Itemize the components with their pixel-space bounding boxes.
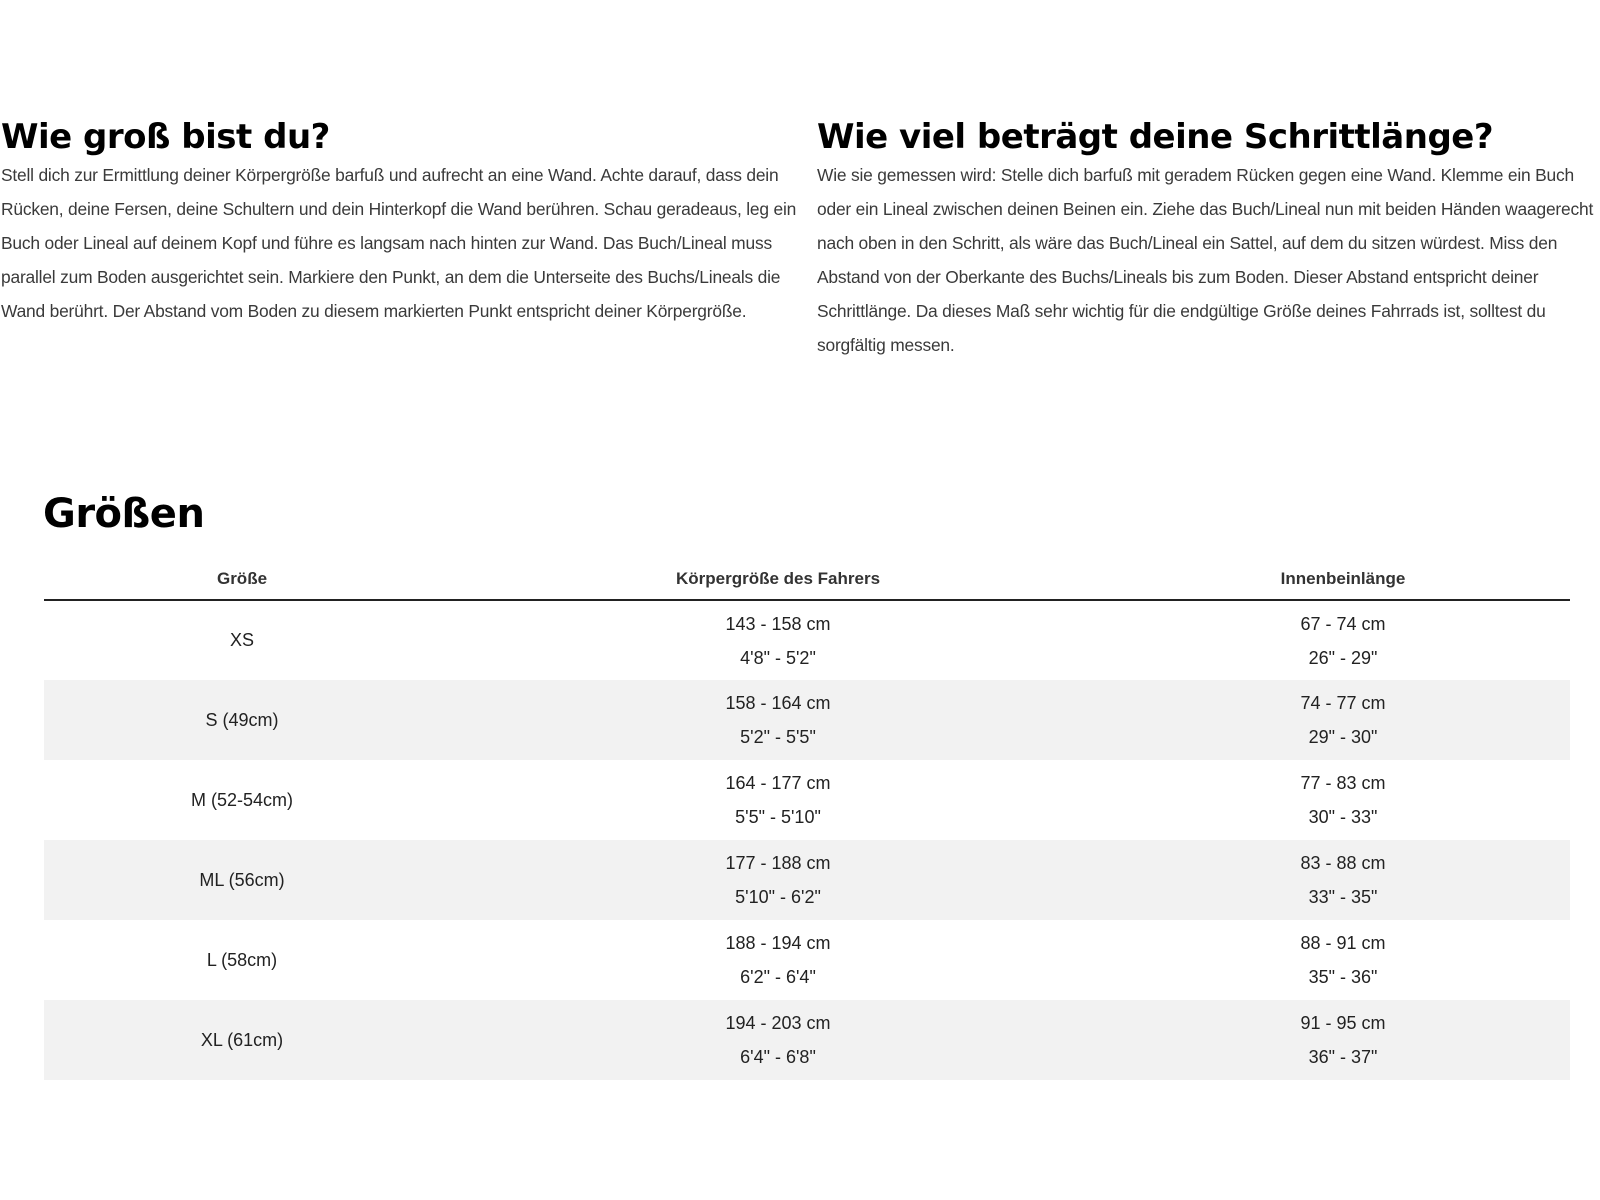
- inseam-cell: [1116, 1000, 1570, 1080]
- inseam-cm: 88 - 91 cm: [1300, 933, 1386, 953]
- inseam-section-title: Wie viel beträgt deine Schrittlänge?: [817, 117, 1494, 157]
- size-cell: XS: [229, 630, 254, 650]
- height-cm: 158 - 164 cm: [725, 693, 831, 713]
- height-ft: 4'8" - 5'2": [740, 647, 816, 668]
- height-cm: 143 - 158 cm: [725, 613, 831, 634]
- inseam-cell: [1116, 680, 1570, 760]
- table-row: [44, 760, 1570, 840]
- inseam-in: 30" - 33": [1308, 807, 1378, 827]
- height-section-title: Wie groß bist du?: [1, 117, 330, 157]
- table-row: [44, 600, 1570, 680]
- table-row: [44, 1000, 1570, 1080]
- height-ft: 5'5" - 5'10": [735, 807, 821, 827]
- height-cm: 164 - 177 cm: [725, 773, 831, 793]
- height-ft: 5'2" - 5'5": [740, 727, 816, 747]
- height-cell: [440, 600, 1116, 680]
- header-size: Größe: [44, 558, 440, 600]
- height-cm: 177 - 188 cm: [725, 853, 831, 873]
- height-section-body: Stell dich zur Ermittlung deiner Körpergröße barfuß und aufrecht an eine Wand. Achte darauf, dass dein Rücken, deine Fersen, deine Schultern und dein Hinterkopf die Wand berühren. Schau geradeaus, leg ein Buch oder Lineal auf deinem Kopf und führe es langsam nach hinten zur Wand. Das Buch/Lineal muss parallel zum Boden ausgerichtet sein. Markiere den Punkt, an dem die Unterseite des Buchs/Lineals die Wand berührt. Der Abstand vom Boden zu diesem markierten Punkt entspricht deiner Körpergröße.: [1, 165, 797, 321]
- size-cell: L (58cm): [206, 949, 278, 970]
- inseam-cm: 67 - 74 cm: [1300, 613, 1386, 634]
- inseam-cm: 83 - 88 cm: [1300, 853, 1386, 873]
- sizes-title: Größen: [43, 491, 205, 537]
- inseam-section-body: Wie sie gemessen wird: Stelle dich barfuß mit geradem Rücken gegen eine Wand. Klemme ein Buch oder ein Lineal zwischen deinen Beinen ein. Ziehe das Buch/Lineal nun mit beiden Händen waagerecht nach oben in den Schritt, als wäre das Buch/Lineal ein Sattel, auf dem du sitzen würdest. Miss den Abstand von der Oberkante des Buchs/Lineals bis zum Boden. Dieser Abstand entspricht deiner Schrittlänge. Da dieses Maß sehr wichtig für die endgültige Größe deines Fahrrads ist, solltest du sorgfältig messen.: [817, 165, 1594, 355]
- height-cm: 194 - 203 cm: [725, 1013, 831, 1033]
- inseam-cell: [1116, 840, 1570, 920]
- table-row: [44, 920, 1570, 1000]
- inseam-in: 35" - 36": [1308, 967, 1378, 987]
- height-cell: [440, 840, 1116, 920]
- inseam-in: 29" - 30": [1308, 727, 1378, 747]
- size-cell: XL (61cm): [44, 1000, 440, 1080]
- size-table: [44, 558, 1570, 1080]
- inseam-cell: [1116, 920, 1570, 1000]
- height-ft: 6'2" - 6'4": [740, 967, 816, 987]
- inseam-in: 26" - 29": [1308, 647, 1378, 668]
- height-cm: 188 - 194 cm: [725, 933, 831, 953]
- inseam-cm: 74 - 77 cm: [1300, 693, 1386, 713]
- height-cell: [440, 920, 1116, 1000]
- inseam-in: 33" - 35": [1308, 887, 1378, 907]
- size-cell: M (52-54cm): [190, 789, 293, 810]
- inseam-cm: 91 - 95 cm: [1300, 1013, 1386, 1033]
- inseam-section: [817, 116, 1600, 362]
- height-section: [1, 116, 801, 328]
- height-ft: 5'10" - 6'2": [735, 887, 821, 907]
- header-rider-height: Körpergröße des Fahrers: [440, 558, 1116, 600]
- size-cell: S (49cm): [44, 680, 440, 760]
- inseam-cell: [1116, 760, 1570, 840]
- table-row: [44, 840, 1570, 920]
- height-cell: [440, 680, 1116, 760]
- inseam-cm: 77 - 83 cm: [1300, 773, 1386, 793]
- height-ft: 6'4" - 6'8": [740, 1047, 816, 1067]
- inseam-cell: [1116, 600, 1570, 680]
- table-header-row: [44, 558, 1570, 600]
- header-inseam: Innenbeinlänge: [1116, 558, 1570, 600]
- height-cell: [440, 760, 1116, 840]
- size-cell: ML (56cm): [44, 840, 440, 920]
- table-row: [44, 680, 1570, 760]
- height-cell: [440, 1000, 1116, 1080]
- inseam-in: 36" - 37": [1308, 1047, 1378, 1067]
